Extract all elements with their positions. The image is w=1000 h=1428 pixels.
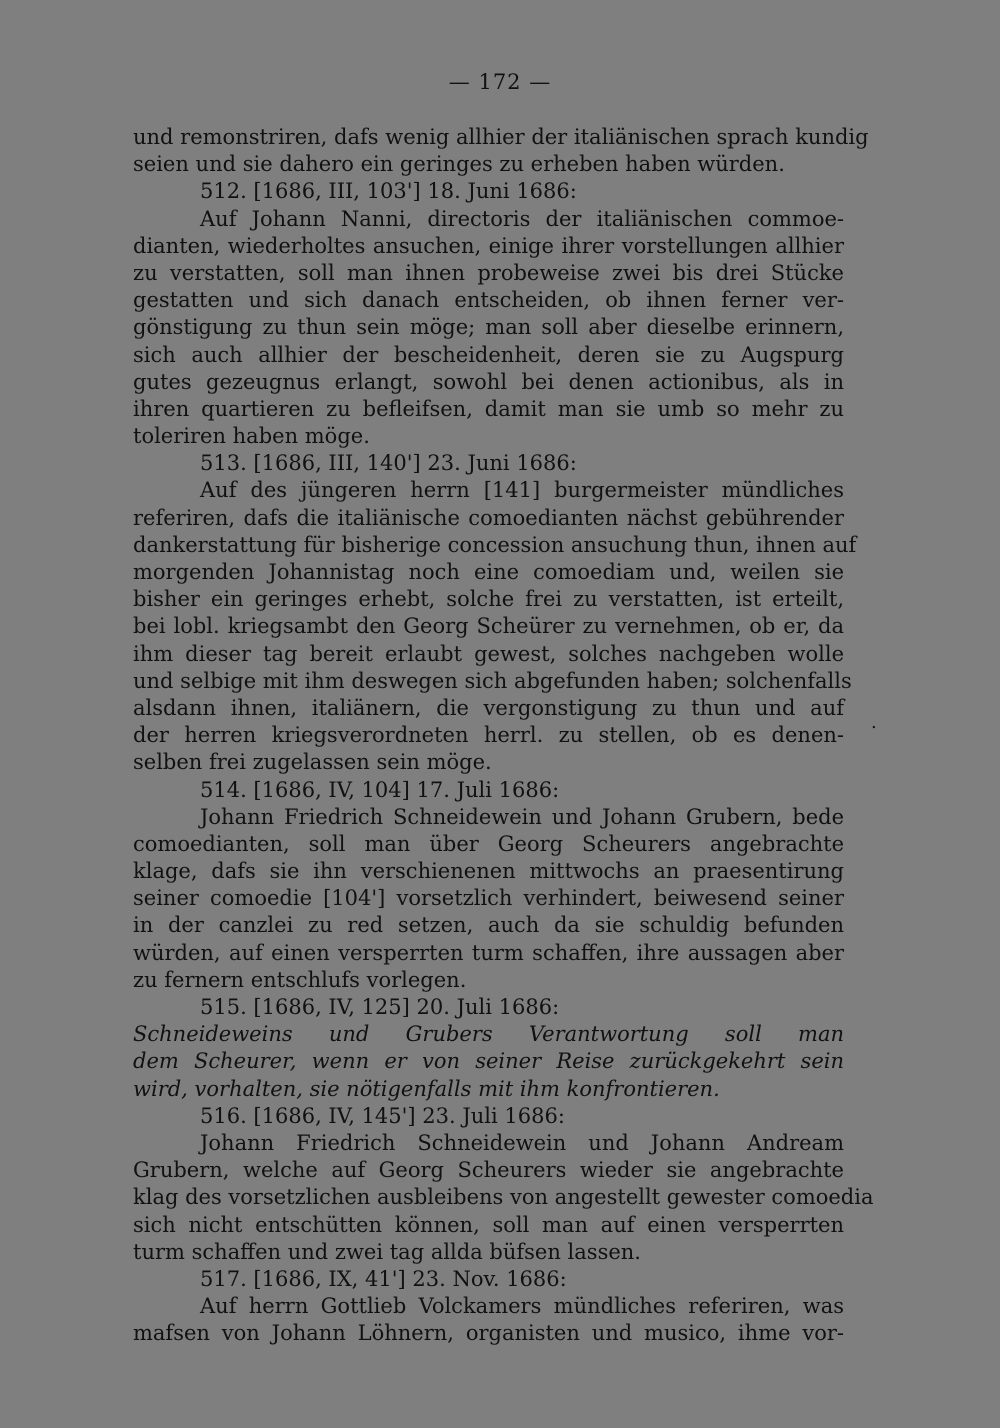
text-line: Auf Johann Nanni, directoris der italiänischen commoe-	[200, 206, 844, 231]
text-line: Grubern, welche auf Georg Scheurers wieder sie angebrachte	[133, 1158, 844, 1183]
text-line: gutes gezeugnus erlangt, sowohl bei denen actionibus, als in	[133, 369, 844, 394]
text-line: gestatten und sich danach entscheiden, ob ihnen ferner ver-	[133, 288, 844, 313]
text-line: 512. [1686, III, 103'] 18. Juni 1686:	[200, 179, 577, 204]
text-line: dianten, wiederholtes ansuchen, einige ihrer vorstellungen allhier	[133, 233, 844, 258]
text-line: Auf des jüngeren herrn [141] burgermeister mündliches	[200, 478, 844, 503]
text-line: dem Scheurer, wenn er von seiner Reise zurückgekehrt sein	[133, 1049, 844, 1074]
text-line: seien und sie dahero ein geringes zu erheben haben würden.	[133, 152, 785, 177]
text-line: Johann Friedrich Schneidewein und Johann Grubern, bede	[200, 804, 844, 829]
text-line: 516. [1686, IV, 145'] 23. Juli 1686:	[200, 1103, 565, 1128]
text-line: morgenden Johannistag noch eine comoediam und, weilen sie	[133, 560, 844, 584]
text-line: bei lobl. kriegsambt den Georg Scheürer zu vernehmen, ob er, da	[133, 614, 844, 639]
text-line: selben frei zugelassen sein möge.	[133, 750, 492, 775]
text-line: 515. [1686, IV, 125] 20. Juli 1686:	[200, 995, 560, 1019]
text-line: zu fernern entschlufs vorlegen.	[133, 967, 467, 992]
body-text	[133, 124, 874, 1347]
text-line: referiren, dafs die italiänische comoedianten nächst gebührender	[133, 505, 844, 530]
text-line: in der canzlei zu red setzen, auch da sie schuldig befunden	[133, 913, 844, 938]
text-line: turm schaffen und zwei tag allda büfsen lassen.	[133, 1239, 641, 1264]
text-line: klage, dafs sie ihn verschienenen mittwochs an praesentirung	[133, 859, 844, 884]
text-line: und remonstriren, dafs wenig allhier der italiänischen sprach kundig	[133, 125, 869, 149]
text-line: der herren kriegsverordneten herrl. zu stellen, ob es denen-	[133, 723, 844, 748]
text-line: mafsen von Johann Löhnern, organisten und musico, ihme vor-	[133, 1321, 844, 1346]
text-line: sich auch allhier der bescheidenheit, deren sie zu Augspurg	[133, 342, 844, 367]
text-line: Johann Friedrich Schneidewein und Johann Andream	[200, 1130, 844, 1155]
text-line: dankerstattung für bisherige concession ansuchung thun, ihnen auf	[133, 532, 857, 557]
text-line: Schneideweins und Grubers Verantwortung soll man	[133, 1022, 844, 1047]
text-line: 517. [1686, IX, 41'] 23. Nov. 1686:	[200, 1266, 567, 1291]
text-line: und selbige mit ihm deswegen sich abgefunden haben; solchenfalls	[133, 668, 852, 693]
text-line: gönstigung zu thun sein möge; man soll aber dieselbe erinnern,	[133, 315, 844, 340]
text-line: 513. [1686, III, 140'] 23. Juni 1686:	[200, 451, 577, 476]
text-line: ihm dieser tag bereit erlaubt gewest, solches nachgeben wolle	[133, 641, 844, 666]
text-line: alsdann ihnen, italiänern, die vergonstigung zu thun und auf	[133, 695, 844, 720]
text-line: bisher ein geringes erhebt, solche frei zu verstatten, ist erteilt,	[133, 587, 844, 612]
text-line: klag des vorsetzlichen ausbleibens von angestellt gewester comoedia	[133, 1185, 874, 1210]
stray-mark: .	[871, 712, 877, 733]
text-line: comoedianten, soll man über Georg Scheurers angebrachte	[133, 831, 844, 856]
text-line: sich nicht entschütten können, soll man auf einen versperrten	[133, 1212, 844, 1237]
text-line: seiner comoedie [104'] vorsetzlich verhindert, beiwesend seiner	[133, 886, 844, 911]
text-line: wird, vorhalten, sie nötigenfalls mit ihm konfrontieren.	[133, 1076, 720, 1101]
text-line: zu verstatten, soll man ihnen probeweise zwei bis drei Stücke	[133, 260, 844, 285]
text-line: ihren quartieren zu befleifsen, damit man sie umb so mehr zu	[133, 396, 844, 421]
text-line: toleriren haben möge.	[133, 424, 370, 449]
text-line: 514. [1686, IV, 104] 17. Juli 1686:	[200, 777, 560, 802]
text-line: würden, auf einen versperrten turm schaffen, ihre aussagen aber	[133, 940, 844, 965]
page-number: — 172 —	[448, 70, 552, 94]
text-line: Auf herrn Gottlieb Volckamers mündliches referiren, was	[200, 1294, 844, 1319]
